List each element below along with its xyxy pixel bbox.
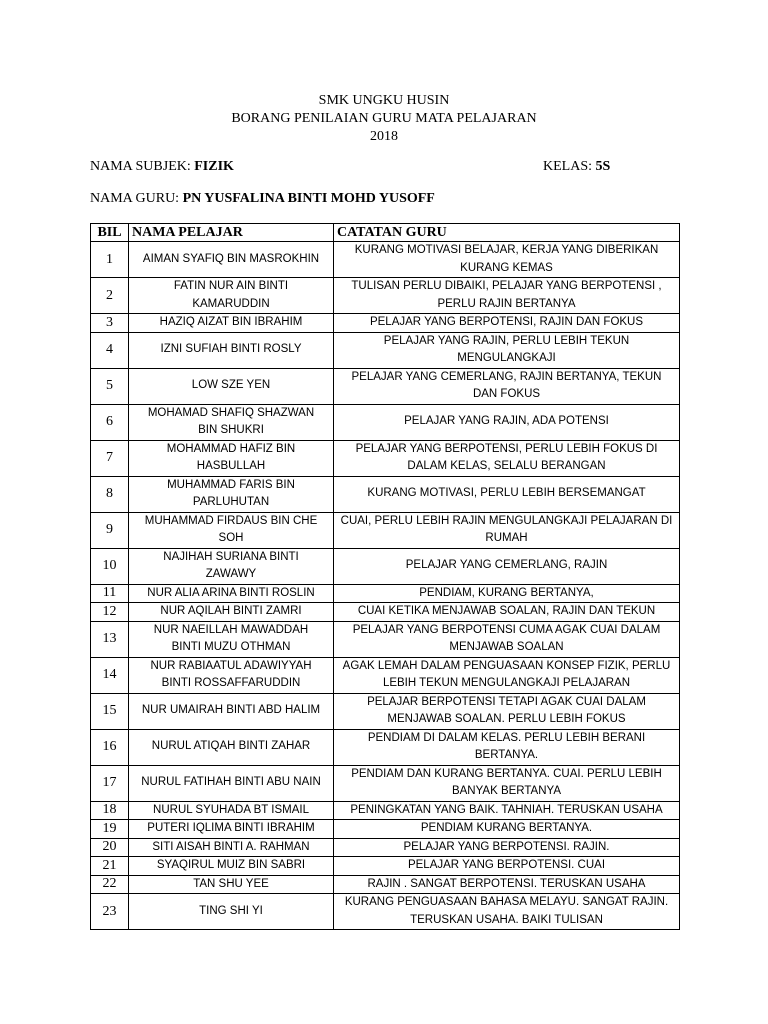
teacher-note-cell [334,894,680,930]
teacher-note-line: TULISAN PERLU DIBAIKI, PELAJAR YANG BERPOTENSI , [351,280,662,292]
column-header-student-name: NAMA PELAJAR [129,224,334,242]
table-row [91,584,680,603]
student-name-cell [129,548,334,584]
student-name-cell [129,894,334,930]
row-number: 15 [91,693,129,729]
teacher-note-line: AGAK LEMAH DALAM PENGUASAAN KONSEP FIZIK, PERLU [342,659,671,672]
student-name-line: SYAQIRUL MUIZ BIN SABRI [156,859,306,871]
teacher-note-line: PELAJAR BERPOTENSI TETAPI AGAK CUAI DALAM [367,695,646,708]
student-name-line: BINTI MUZU OTHMAN [171,641,291,653]
student-name-cell [129,440,334,476]
table-row [91,278,680,314]
teacher-note-line: PELAJAR YANG BERPOTENSI CUMA AGAK CUAI DALAM [352,623,661,636]
teacher-note-cell [334,584,680,603]
class-label: KELAS: [543,159,592,174]
student-name-line: NAJIHAH SURIANA BINTI [163,550,299,563]
teacher-note-line: PENDIAM, KURANG BERTANYA, [419,586,594,599]
student-name-cell [129,404,334,440]
table-row [91,242,680,278]
teacher-note-cell [334,332,680,368]
teacher-note-cell [334,404,680,440]
row-number: 12 [91,603,129,622]
table-row [91,512,680,548]
student-name-line: BINTI ROSSAFFARUDDIN [161,677,301,689]
row-number: 8 [91,476,129,512]
table-row [91,838,680,857]
teacher-note-line: BANYAK BERTANYA [451,785,562,797]
class-row [543,158,610,176]
row-number: 5 [91,368,129,404]
student-name-line: KAMARUDDIN [192,297,270,310]
teacher-note-cell [334,820,680,839]
teacher-note-line: PELAJAR YANG BERPOTENSI, RAJIN DAN FOKUS [369,316,644,328]
table-header-row [91,224,680,242]
teacher-note-line: MENJAWAB SOALAN. PERLU LEBIH FOKUS [387,713,626,725]
student-name-line: BIN SHUKRI [198,424,264,436]
student-name-line: MUHAMMAD FIRDAUS BIN CHE [144,514,318,527]
teacher-note-line: RAJIN . SANGAT BERPOTENSI. TERUSKAN USAHA [367,877,646,890]
student-name-line: HASBULLAH [196,460,266,472]
student-name-line: PUTERI IQLIMA BINTI IBRAHIM [147,822,315,834]
student-name-line: ZAWAWY [205,568,257,580]
table-row [91,875,680,894]
student-name-cell [129,801,334,820]
teacher-note-line: LEBIH TEKUN MENGULANGKAJI PELAJARAN [382,677,631,689]
student-name-line: FATIN NUR AIN BINTI [173,280,289,292]
student-name-line: NUR RABIAATUL ADAWIYYAH [150,659,312,672]
student-name-line: NURUL SYUHADA BT ISMAIL [153,803,309,816]
evaluation-table [90,223,680,930]
teacher-note-cell [334,838,680,857]
student-name-line: TAN SHU YEE [193,877,269,890]
teacher-note-cell [334,368,680,404]
student-name-cell [129,621,334,657]
teacher-note-line: PELAJAR YANG BERPOTENSI. RAJIN. [403,840,610,853]
student-name-cell [129,476,334,512]
student-name-cell [129,584,334,603]
row-number: 18 [91,801,129,820]
row-number: 1 [91,242,129,278]
student-name-line: NUR UMAIRAH BINTI ABD HALIM [141,704,321,717]
table-row [91,657,680,693]
teacher-note-line: PELAJAR YANG RAJIN, PERLU LEBIH TEKUN [383,334,630,347]
column-header-teacher-notes: CATATAN GURU [334,224,680,242]
student-name-line: NUR ALIA ARINA BINTI ROSLIN [147,586,315,599]
teacher-note-line: KURANG MOTIVASI, PERLU LEBIH BERSEMANGAT [367,487,646,500]
table-row [91,603,680,622]
student-name-line: AIMAN SYAFIQ BIN MASROKHIN [142,252,320,265]
student-name-cell [129,875,334,894]
table-row [91,368,680,404]
table-row [91,621,680,657]
row-number: 19 [91,820,129,839]
teacher-note-line: PERLU RAJIN BERTANYA [437,297,576,310]
teacher-note-cell [334,314,680,333]
student-name-line: MOHAMAD SHAFIQ SHAZWAN [147,406,315,419]
student-name-cell [129,729,334,765]
table-row [91,765,680,801]
teacher-note-line: DAN FOKUS [472,388,541,400]
student-name-line: SOH [218,532,244,544]
student-name-cell [129,242,334,278]
student-name-cell [129,512,334,548]
teacher-note-cell [334,765,680,801]
student-name-cell [129,820,334,839]
form-title: BORANG PENILAIAN GURU MATA PELAJARAN [231,111,537,126]
table-row [91,820,680,839]
teacher-row [90,190,435,208]
table-row [91,894,680,930]
teacher-note-cell [334,729,680,765]
teacher-note-cell [334,512,680,548]
teacher-label: NAMA GURU: [90,191,180,206]
teacher-note-line: PENDIAM DI DALAM KELAS. PERLU LEBIH BERANI [367,731,646,744]
subject-row [90,158,234,176]
subject-label: NAMA SUBJEK: [90,159,191,174]
student-name-cell [129,314,334,333]
student-name-line: LOW SZE YEN [191,379,271,392]
student-name-line: HAZIQ AIZAT BIN IBRAHIM [159,316,303,328]
table-row [91,440,680,476]
row-number: 16 [91,729,129,765]
table-row [91,729,680,765]
student-name-cell [129,838,334,857]
teacher-note-line: PELAJAR YANG CEMERLANG, RAJIN [405,559,608,572]
student-name-line: MUHAMMAD FARIS BIN [167,478,295,491]
teacher-note-line: KURANG KEMAS [460,261,553,274]
student-name-line: SITI AISAH BINTI A. RAHMAN [152,840,310,853]
teacher-note-line: PELAJAR YANG CEMERLANG, RAJIN BERTANYA, TEKUN [351,370,662,383]
teacher-note-line: CUAI, PERLU LEBIH RAJIN MENGULANGKAJI PELAJARAN DI [340,514,673,527]
row-number: 10 [91,548,129,584]
teacher-note-line: PENINGKATAN YANG BAIK. TAHNIAH. TERUSKAN USAHA [350,803,663,816]
teacher-note-cell [334,875,680,894]
teacher-note-line: DALAM KELAS, SELALU BERANGAN [407,460,606,472]
student-name-cell [129,332,334,368]
form-year: 2018 [370,129,398,144]
teacher-note-cell [334,801,680,820]
row-number: 4 [91,332,129,368]
student-name-line: IZNI SUFIAH BINTI ROSLY [160,343,302,356]
teacher-note-line: PENDIAM DAN KURANG BERTANYA. CUAI. PERLU LEBIH [351,767,662,780]
row-number: 23 [91,894,129,930]
student-name-cell [129,857,334,876]
row-number: 21 [91,857,129,876]
student-name-line: NUR NAEILLAH MAWADDAH [153,623,309,636]
teacher-note-line: PELAJAR YANG BERPOTENSI, PERLU LEBIH FOKUS DI [355,442,658,455]
row-number: 6 [91,404,129,440]
teacher-value: PN YUSFALINA BINTI MOHD YUSOFF [182,191,435,206]
teacher-note-line: PELAJAR YANG BERPOTENSI. CUAI [407,859,606,871]
teacher-note-cell [334,657,680,693]
student-name-cell [129,603,334,622]
student-name-cell [129,765,334,801]
table-body [91,242,680,930]
row-number: 20 [91,838,129,857]
teacher-note-line: PELAJAR YANG RAJIN, ADA POTENSI [404,415,609,428]
subject-value: FIZIK [194,159,234,174]
student-name-cell [129,278,334,314]
teacher-note-line: CUAI KETIKA MENJAWAB SOALAN, RAJIN DAN TEKUN [357,605,656,617]
class-value: 5S [595,159,611,174]
teacher-note-cell [334,621,680,657]
table-row [91,693,680,729]
row-number: 3 [91,314,129,333]
teacher-note-line: RUMAH [485,532,528,544]
teacher-note-cell [334,693,680,729]
table-row [91,801,680,820]
row-number: 14 [91,657,129,693]
row-number: 2 [91,278,129,314]
school-name: SMK UNGKU HUSIN [318,93,450,108]
row-number: 22 [91,875,129,894]
teacher-note-line: MENGULANGKAJI [457,352,556,364]
teacher-note-line: KURANG MOTIVASI BELAJAR, KERJA YANG DIBERIKAN [354,244,659,256]
teacher-note-line: TERUSKAN USAHA. BAIKI TULISAN [410,913,603,926]
row-number: 7 [91,440,129,476]
teacher-note-line: KURANG PENGUASAAN BAHASA MELAYU. SANGAT RAJIN. [344,896,669,908]
table-row [91,314,680,333]
student-name-line: MOHAMMAD HAFIZ BIN [166,442,296,455]
table-row [91,332,680,368]
row-number: 13 [91,621,129,657]
teacher-note-cell [334,278,680,314]
row-number: 11 [91,584,129,603]
table-row [91,476,680,512]
teacher-note-line: MENJAWAB SOALAN [449,641,564,653]
column-header-bil: BIL [91,224,129,242]
teacher-note-line: BERTANYA. [474,749,539,761]
student-name-cell [129,368,334,404]
teacher-note-cell [334,857,680,876]
student-name-line: PARLUHUTAN [192,496,270,508]
student-name-line: NUR AQILAH BINTI ZAMRI [160,605,302,617]
table-row [91,857,680,876]
teacher-note-line: PENDIAM KURANG BERTANYA. [420,822,593,834]
teacher-note-cell [334,440,680,476]
row-number: 17 [91,765,129,801]
table-row [91,404,680,440]
row-number: 9 [91,512,129,548]
teacher-note-cell [334,476,680,512]
teacher-note-cell [334,548,680,584]
student-name-cell [129,693,334,729]
student-name-line: NURUL ATIQAH BINTI ZAHAR [151,740,311,753]
form-heading [0,92,768,146]
teacher-note-cell [334,242,680,278]
student-name-cell [129,657,334,693]
student-name-line: NURUL FATIHAH BINTI ABU NAIN [141,776,321,789]
student-name-line: TING SHI YI [199,904,263,917]
teacher-note-cell [334,603,680,622]
table-row [91,548,680,584]
